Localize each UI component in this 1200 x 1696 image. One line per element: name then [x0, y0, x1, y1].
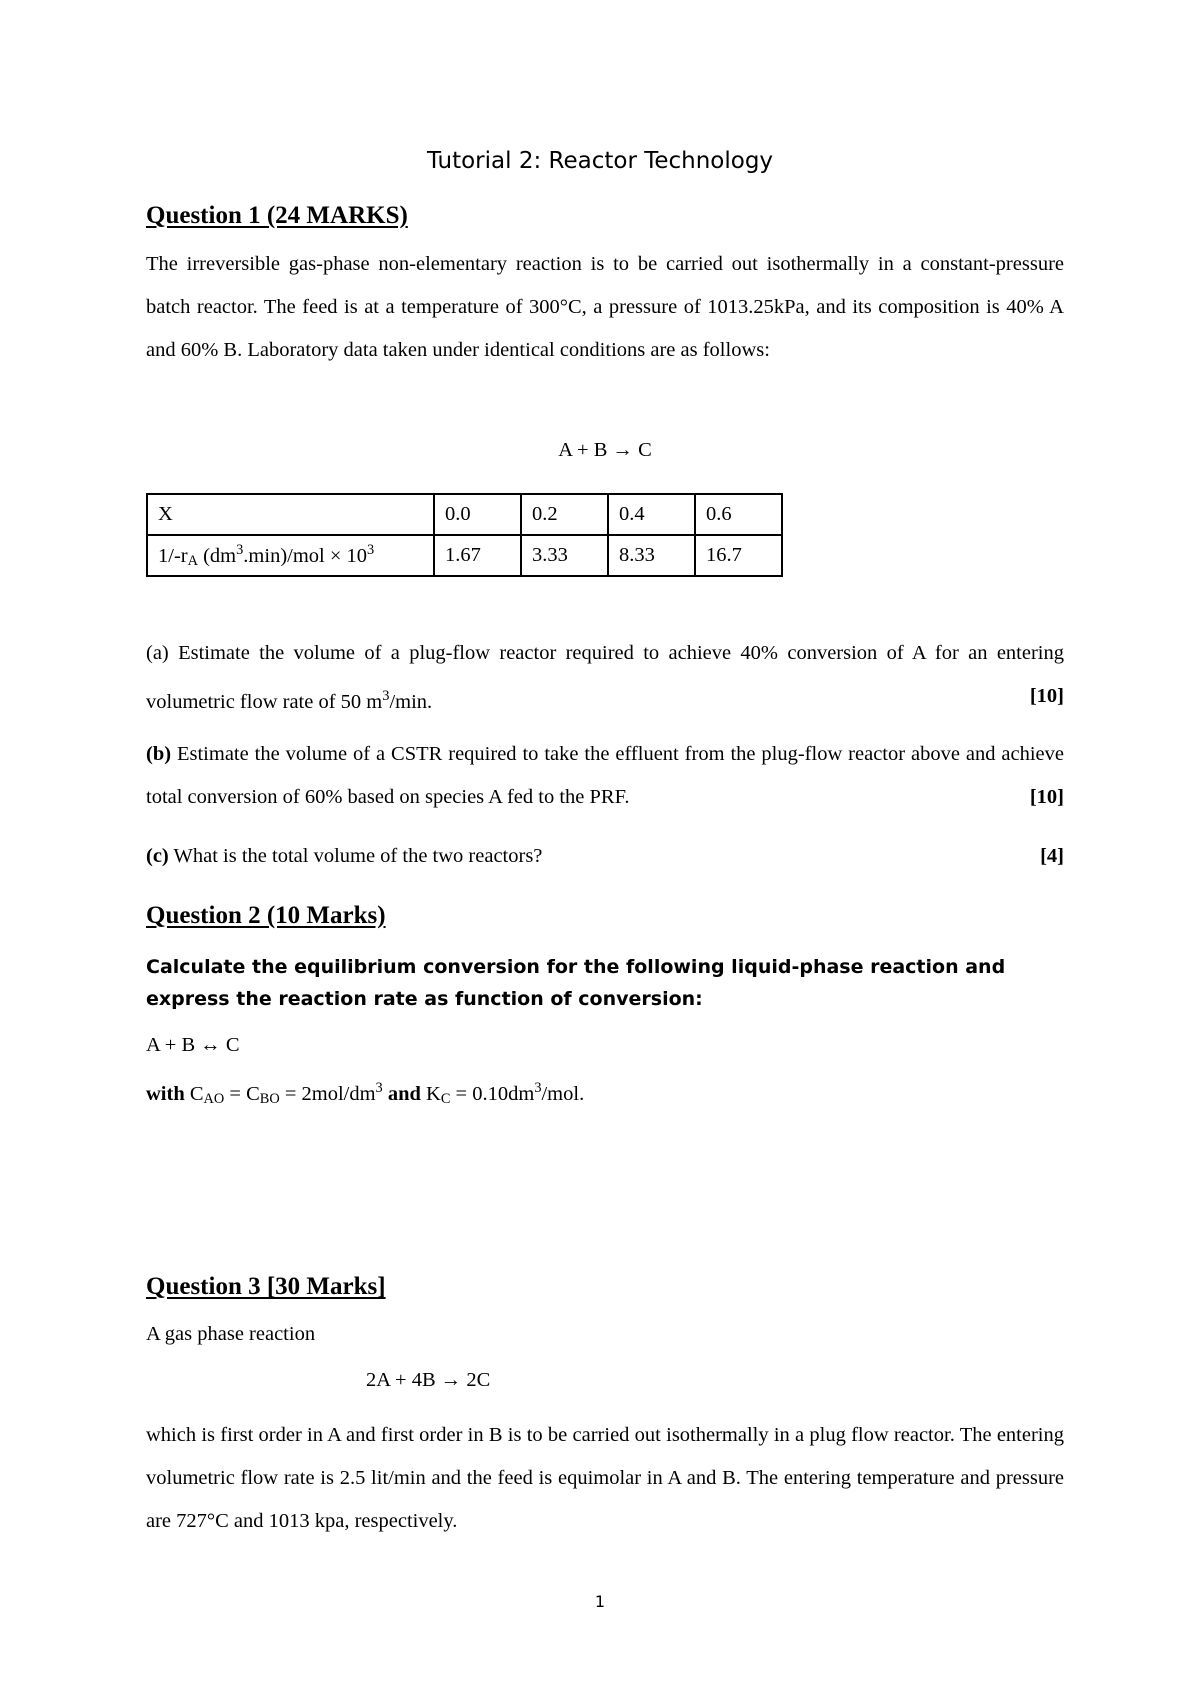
table-cell: 16.7: [695, 535, 782, 576]
table-cell: 3.33: [521, 535, 608, 576]
question-1-intro: The irreversible gas-phase non-elementary reaction is to be carried out isothermally in a constant-pressure batch reactor. The feed is at a temperature of 300°C, a pressure of 1013.25kPa, and its composition is 40% A and 60% B. Laboratory data taken under identical conditions are as follows:: [146, 253, 1064, 361]
table-cell: 1.67: [434, 535, 521, 576]
question-2-conditions: with $C_{AO} = C_{BO} = 2mol/dm^3$ and $K_C = 0.10dm^3/mol$.: [146, 1080, 585, 1107]
table-row-label: X: [147, 494, 434, 535]
table-row: [147, 494, 782, 535]
table-row-label: $1/-r_A$ $(dm^3.\min)$/mol × $10^3$: [147, 535, 434, 576]
question-2-heading: Question 2 (10 Marks): [146, 902, 386, 929]
marks-badge: [10]: [1029, 685, 1064, 707]
marks-badge: [10]: [1029, 786, 1064, 808]
table-cell: 0.4: [608, 494, 695, 535]
page-title: Tutorial 2: Reactor Technology: [426, 148, 774, 174]
question-3-heading: Question 3 [30 Marks]: [146, 1273, 386, 1300]
table-cell: 0.6: [695, 494, 782, 535]
question-2-prompt: Calculate the equilibrium conversion for the following liquid-phase reaction and express the reaction rate as function of conversion:: [146, 956, 1006, 1010]
rate-data-table: [146, 493, 783, 577]
page-number: 1: [594, 1592, 606, 1611]
question-3-intro: A gas phase reaction: [146, 1323, 316, 1345]
question-3-body: which is first order in A and first order in B is to be carried out isothermally in a plug flow reactor. The entering volumetric flow rate is 2.5 lit/min and the feed is equimolar in A and B. The entering temperature and pressure are 727°C and 1013 kpa, respectively.: [146, 1424, 1064, 1532]
table-row: [147, 535, 782, 576]
question-1-reaction: A + B → C: [558, 439, 652, 461]
table-cell: 0.0: [434, 494, 521, 535]
question-2-reaction: A + B ↔ C: [146, 1034, 240, 1056]
question-3-reaction: 2A + 4B → 2C: [366, 1369, 491, 1391]
question-1b: (b) Estimate the volume of a CSTR required to take the effluent from the plug-flow reactor above and achieve total conversion of 60% based on species A fed to the PRF. [10]: [146, 733, 1064, 819]
table-cell: 8.33: [608, 535, 695, 576]
question-1a: (a) Estimate the volume of a plug-flow reactor required to achieve 40% conversion of A for an entering volumetric flow rate of 50 $m^3/\min$. [10]: [146, 632, 1064, 724]
question-1c: (c) What is the total volume of the two reactors? [4]: [146, 835, 1064, 878]
marks-badge: [4]: [1040, 845, 1064, 867]
table-cell: 0.2: [521, 494, 608, 535]
question-1-heading: Question 1 (24 MARKS): [146, 202, 408, 229]
